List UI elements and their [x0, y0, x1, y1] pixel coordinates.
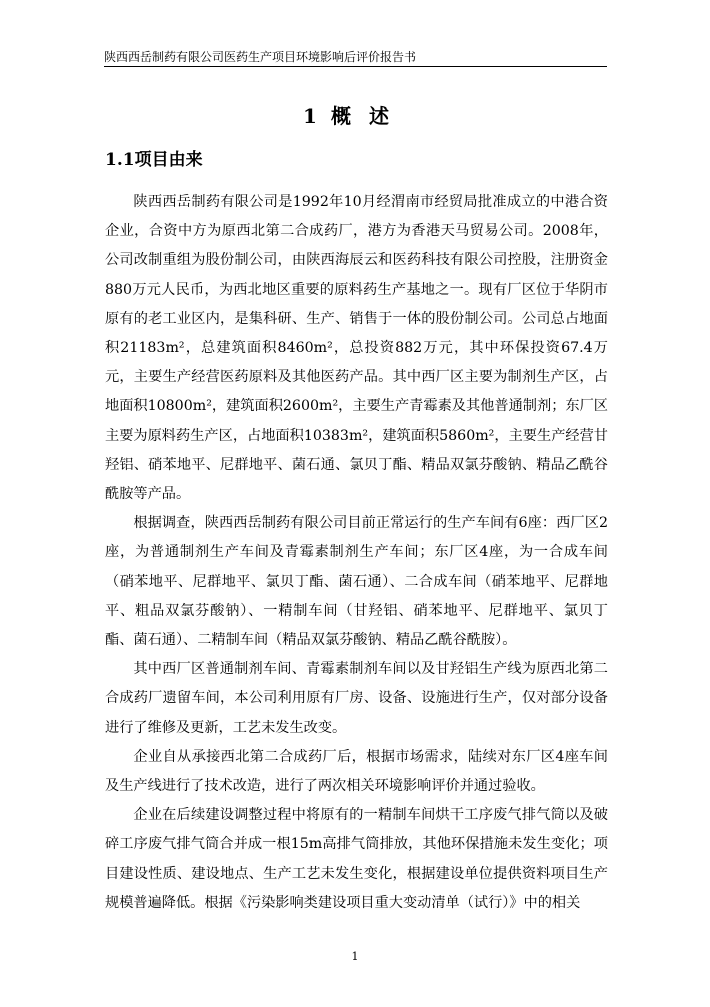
paragraph: 根据调查，陕西西岳制药有限公司目前正常运行的生产车间有6座：西厂区2座，为普通制剂生产车间及青霉素制剂生产车间；东厂区4座，为一合成车间（硝苯地平、尼群地平、氯贝丁酯、菌石通）、二合成车间（硝苯地平、尼群地平、粗品双氯芬酸钠）、一精制车间（甘羟铝、硝苯地平、尼群地平、氯贝丁酯、菌石通）、二精制车间（精品双氯芬酸钠、精品乙酰谷酰胺）。: [105, 515, 608, 649]
paragraph: 企业自从承接西北第二合成药厂后，根据市场需求，陆续对东厂区4座车间及生产线进行了技术改造，进行了两次相关环境影响评价并通过验收。: [105, 748, 608, 795]
page-number: 1: [351, 950, 359, 963]
paragraph: 其中西厂区普通制剂车间、青霉素制剂车间以及甘羟铝生产线为原西北第二合成药厂遗留车间，本公司利用原有厂房、设备、设施进行生产，仅对部分设备进行了维修及更新，工艺未发生改变。: [105, 661, 608, 736]
section-heading: 1.1项目由来: [105, 150, 203, 170]
paragraph: 陕西西岳制药有限公司是1992年10月经渭南市经贸局批准成立的中港合资企业，合资中方为原西北第二合成药厂，港方为香港天马贸易公司。2008年，公司改制重组为股份制公司，由陕西海辰云和医药科技有限公司控股，注册资金880万元人民币，为西北地区重要的原料药生产基地之一。现有厂区位于华阴市原有的老工业区内，是集科研、生产、销售于一体的股份制公司。公司总占地面积21183m²，总建筑面积8460m²，总投资882万元，其中环保投资67.4万元，主要生产经营医药原料及其他医药产品。其中西厂区主要为制剂生产区，占地面积10800m²，建筑面积2600m²，主要生产青霉素及其他普通制剂；东厂区主要为原料药生产区，占地面积10383m²，建筑面积5860m²，主要生产经营甘羟铝、硝苯地平、尼群地平、菌石通、氯贝丁酯、精品双氯芬酸钠、精品乙酰谷酰胺等产品。: [105, 194, 608, 503]
chapter-title: 概述: [330, 104, 407, 128]
running-header: 陕西西岳制药有限公司医药生产项目环境影响后评价报告书: [104, 50, 607, 67]
chapter-heading: [0, 103, 710, 129]
chapter-number: 1: [303, 104, 317, 128]
paragraph: 企业在后续建设调整过程中将原有的一精制车间烘干工序废气排气筒以及破碎工序废气排气筒合并成一根15m高排气筒排放，其他环保措施未发生变化；项目建设性质、建设地点、生产工艺未发生变化，根据建设单位提供资料项目生产规模普遍降低。根据《污染影响类建设项目重大变动清单（试行）》中的相关: [105, 807, 608, 911]
body-text: [105, 188, 608, 918]
